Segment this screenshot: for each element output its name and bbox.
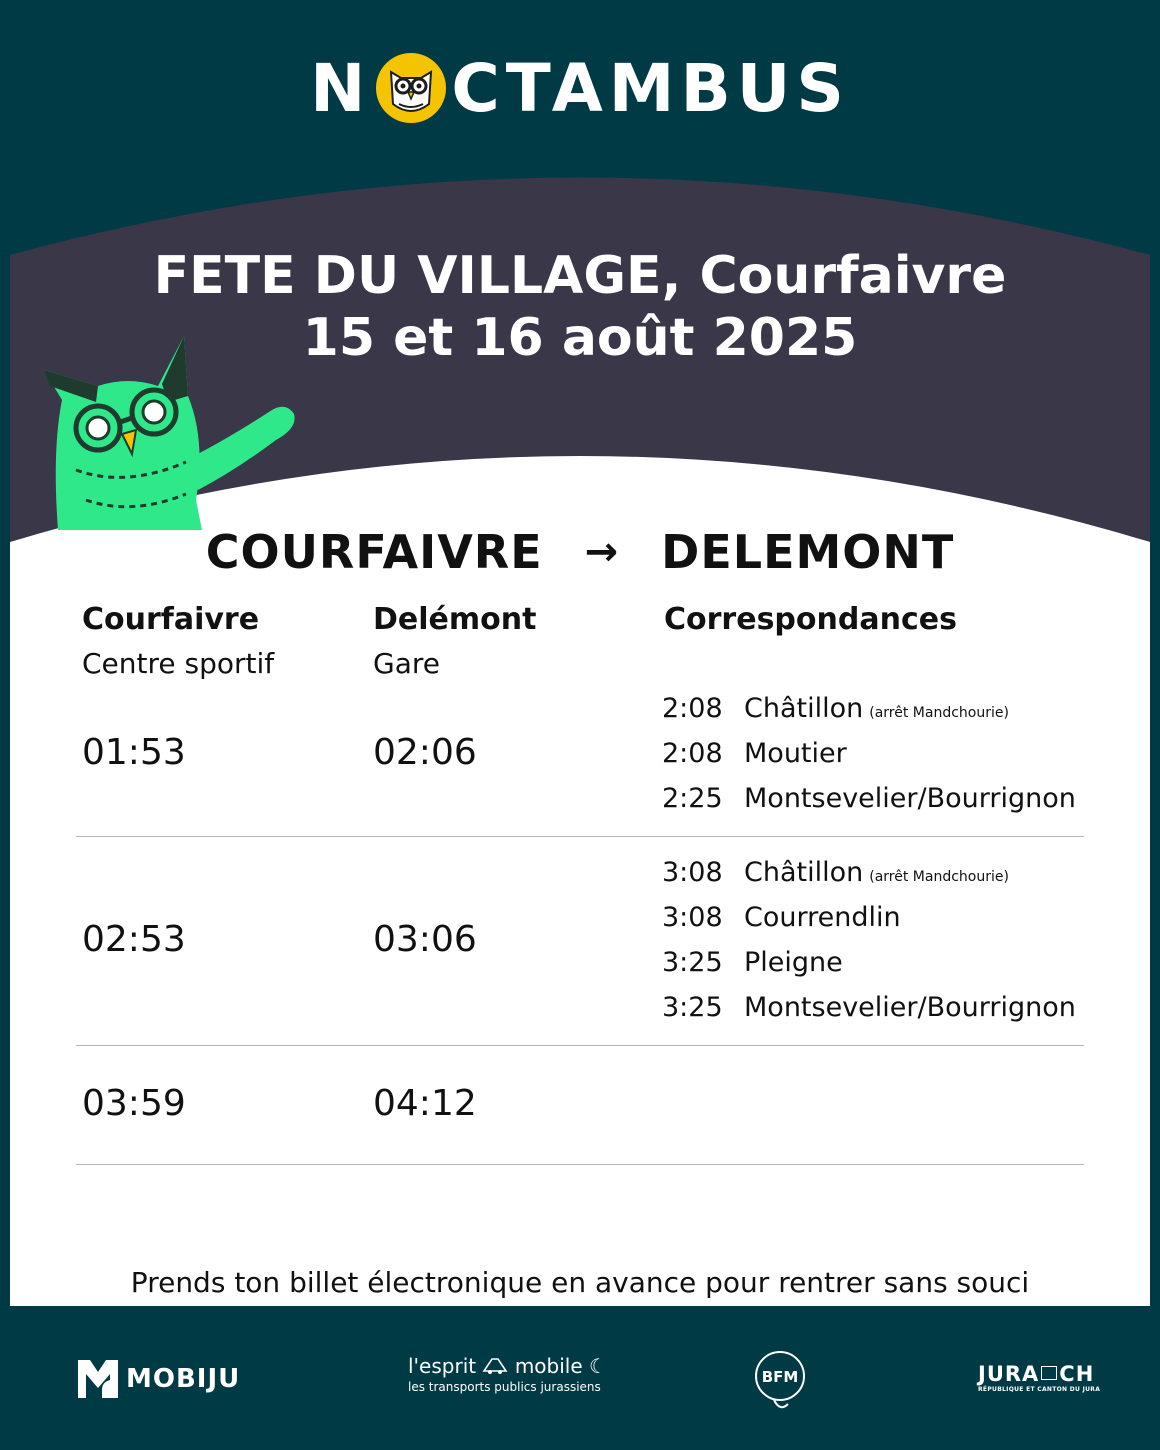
arrival-time: 02:06 (373, 732, 477, 773)
ticket-notice: Prends ton billet électronique en avance pour rentrer sans souci (130, 1266, 1030, 1299)
departure-time: 01:53 (82, 732, 186, 773)
connection-destination: Montsevelier/Bourrignon (744, 783, 1076, 814)
departure-column-title: Courfaivre (82, 602, 260, 637)
brand-header (0, 48, 1160, 128)
owl-mascot-icon (36, 330, 316, 530)
right-arrow-icon: → (584, 529, 620, 575)
connections-column-title: Correspondances (664, 602, 957, 637)
event-dates: 15 et 16 août 2025 (302, 308, 858, 368)
row-divider (76, 1045, 1084, 1046)
connection-item (662, 902, 901, 933)
departure-time: 03:59 (82, 1083, 186, 1124)
connection-time: 3:25 (662, 992, 723, 1023)
event-name: FETE DU VILLAGE, Courfaivre (153, 246, 1007, 306)
route-heading (0, 525, 1160, 579)
connection-time: 3:08 (662, 902, 723, 933)
brand-letters-start: N (310, 49, 372, 127)
jura-word: JURA (978, 1362, 1040, 1386)
connection-item (662, 738, 847, 769)
row-divider (76, 1164, 1084, 1165)
connection-item (662, 693, 1009, 724)
connection-item (662, 857, 1009, 888)
connection-time: 2:08 (662, 693, 723, 724)
connection-time: 2:08 (662, 738, 723, 769)
connection-destination: Pleigne (744, 947, 843, 978)
connection-time: 3:25 (662, 947, 723, 978)
brand-letters-end: CTAMBUS (451, 49, 850, 127)
connection-item (662, 783, 1076, 814)
bus-icon (482, 1357, 508, 1375)
connection-note: (arrêt Mandchourie) (869, 869, 1009, 885)
mobiju-logo (78, 1360, 240, 1398)
jura-flag-icon (1041, 1366, 1057, 1380)
arrival-column-title: Delémont (373, 602, 537, 637)
mobiju-m-icon (78, 1360, 118, 1398)
esprit-word: l'esprit (408, 1354, 477, 1378)
connection-item (662, 947, 843, 978)
mobiju-wordmark: MOBIJU (126, 1364, 241, 1394)
connection-note: (arrêt Mandchourie) (869, 705, 1009, 721)
esprit-mobile-logo (408, 1354, 607, 1394)
route-origin: COURFAIVRE (205, 525, 543, 579)
owl-logo-icon (375, 52, 447, 124)
partner-logos (0, 1310, 1160, 1450)
departure-stop-name: Centre sportif (82, 647, 275, 680)
arrival-time: 04:12 (373, 1083, 477, 1124)
connection-destination: Courrendlin (744, 902, 901, 933)
bfm-logo (752, 1346, 808, 1412)
arrival-time: 03:06 (373, 919, 477, 960)
route-destination: DELEMONT (661, 525, 955, 579)
ch-word: CH (1059, 1362, 1095, 1386)
connection-destination: Moutier (744, 738, 847, 769)
departure-time: 02:53 (82, 919, 186, 960)
bfm-text: BFM (761, 1368, 799, 1386)
brand-logo (310, 50, 850, 127)
arrival-stop-name: Gare (373, 647, 440, 680)
jura-tagline: RÉPUBLIQUE ET CANTON DU JURA (978, 1386, 1101, 1393)
connection-destination: Montsevelier/Bourrignon (744, 992, 1076, 1023)
moon-icon: ☾ (589, 1354, 607, 1378)
jura-logo (978, 1362, 1100, 1393)
row-divider (76, 836, 1084, 837)
esprit-tagline: les transports publics jurassiens (408, 1380, 601, 1394)
connection-item (662, 992, 1076, 1023)
connection-destination: Châtillon (744, 693, 864, 724)
mobile-word: mobile (514, 1354, 583, 1378)
connection-time: 3:08 (662, 857, 723, 888)
connection-time: 2:25 (662, 783, 723, 814)
connection-destination: Châtillon (744, 857, 864, 888)
